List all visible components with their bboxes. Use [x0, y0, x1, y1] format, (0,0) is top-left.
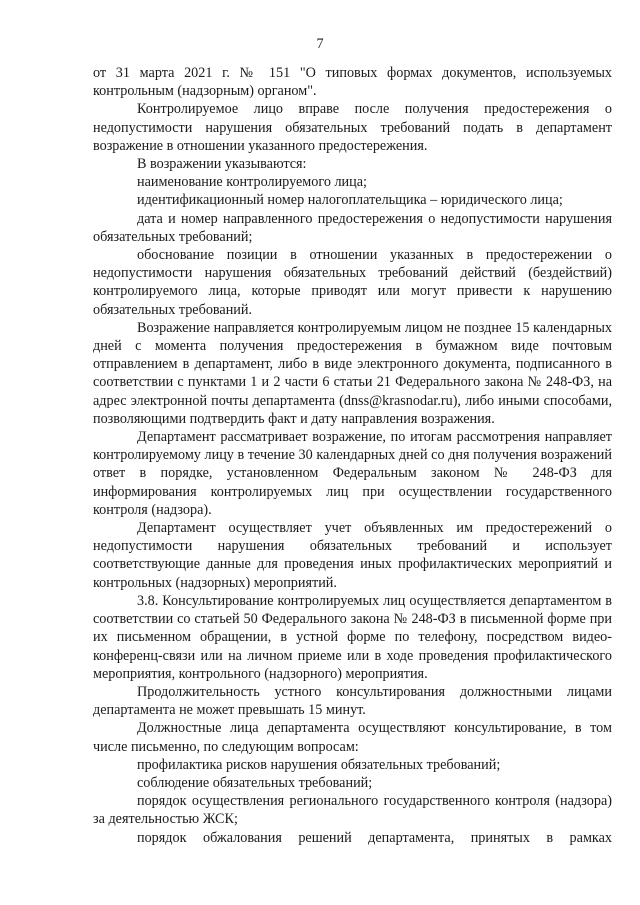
paragraph: В возражении указываются:	[137, 156, 307, 173]
paragraph: порядок обжалования решений департамента, принятых в рамках	[137, 829, 612, 846]
paragraph: соблюдение обязательных требований;	[137, 774, 373, 791]
document-body	[93, 64, 612, 847]
paragraph: дата и номер направленного предостережения о недопустимости нарушения обязательных требований;	[93, 210, 612, 245]
paragraph: порядок осуществления регионального государственного контроля (надзора) за деятельностью ЖСК;	[93, 793, 612, 828]
paragraph: идентификационный номер налогоплательщика – юридического лица;	[137, 192, 563, 209]
paragraph: профилактика рисков нарушения обязательных требований;	[137, 756, 501, 773]
paragraph: Департамент рассматривает возражение, по итогам рассмотрения направляет контролируемому лицу в течение 30 календарных дней со дня получения возражений ответ в порядке, установленном Федеральным законом № 248-ФЗ для информирования контролируемых лиц при осуществлении государственного контроля (надзора).	[93, 429, 612, 518]
paragraph: от 31 марта 2021 г. № 151 "О типовых формах документов, используемых контрольным (надзорным) органом".	[93, 65, 612, 100]
paragraph: 3.8. Консультирование контролируемых лиц осуществляется департаментом в соответствии со статьей 50 Федерального закона № 248-ФЗ в письменной форме при их письменном обращении, в устной форме по телефону, посредством видео-конференц-связи или на личном приеме или в ходе проведения профилактического мероприятия, контрольного (надзорного) мероприятия.	[93, 592, 612, 682]
paragraph: Возражение направляется контролируемым лицом не позднее 15 календарных дней с момента получения предостережения в бумажном виде почтовым отправлением в департамент, либо в виде электронного документа, подписанного в соответствии с пунктами 1 и 2 части 6 статьи 21 Федерального закона № 248-ФЗ, на адрес электронной почты департамента (dnss@krasnodar.ru), либо иными способами, позволяющими подтвердить факт и дату направления возражения.	[93, 319, 612, 427]
paragraph: Департамент осуществляет учет объявленных им предостережений о недопустимости нарушения обязательных требований и использует соответствующие данные для проведения иных профилактических мероприятий и контрольных (надзорных) мероприятий.	[93, 520, 612, 591]
paragraph: Продолжительность устного консультирования должностными лицами департамента не может превышать 15 минут.	[93, 683, 612, 719]
paragraph: Контролируемое лицо вправе после получения предостережения о недопустимости нарушения обязательных требований подать в департамент возражение в отношении указанного предостережения.	[93, 101, 612, 154]
page-number: 7	[316, 36, 324, 52]
paragraph: Должностные лица департамента осуществляют консультирование, в том числе письменно, по следующим вопросам:	[93, 720, 612, 755]
paragraph: обоснование позиции в отношении указанных в предостережении о недопустимости нарушения обязательных требований действий (бездействий) контролируемого лица, которые приводят или могут привести к нарушению обязательных требований.	[93, 247, 612, 318]
paragraph: наименование контролируемого лица;	[137, 174, 367, 191]
